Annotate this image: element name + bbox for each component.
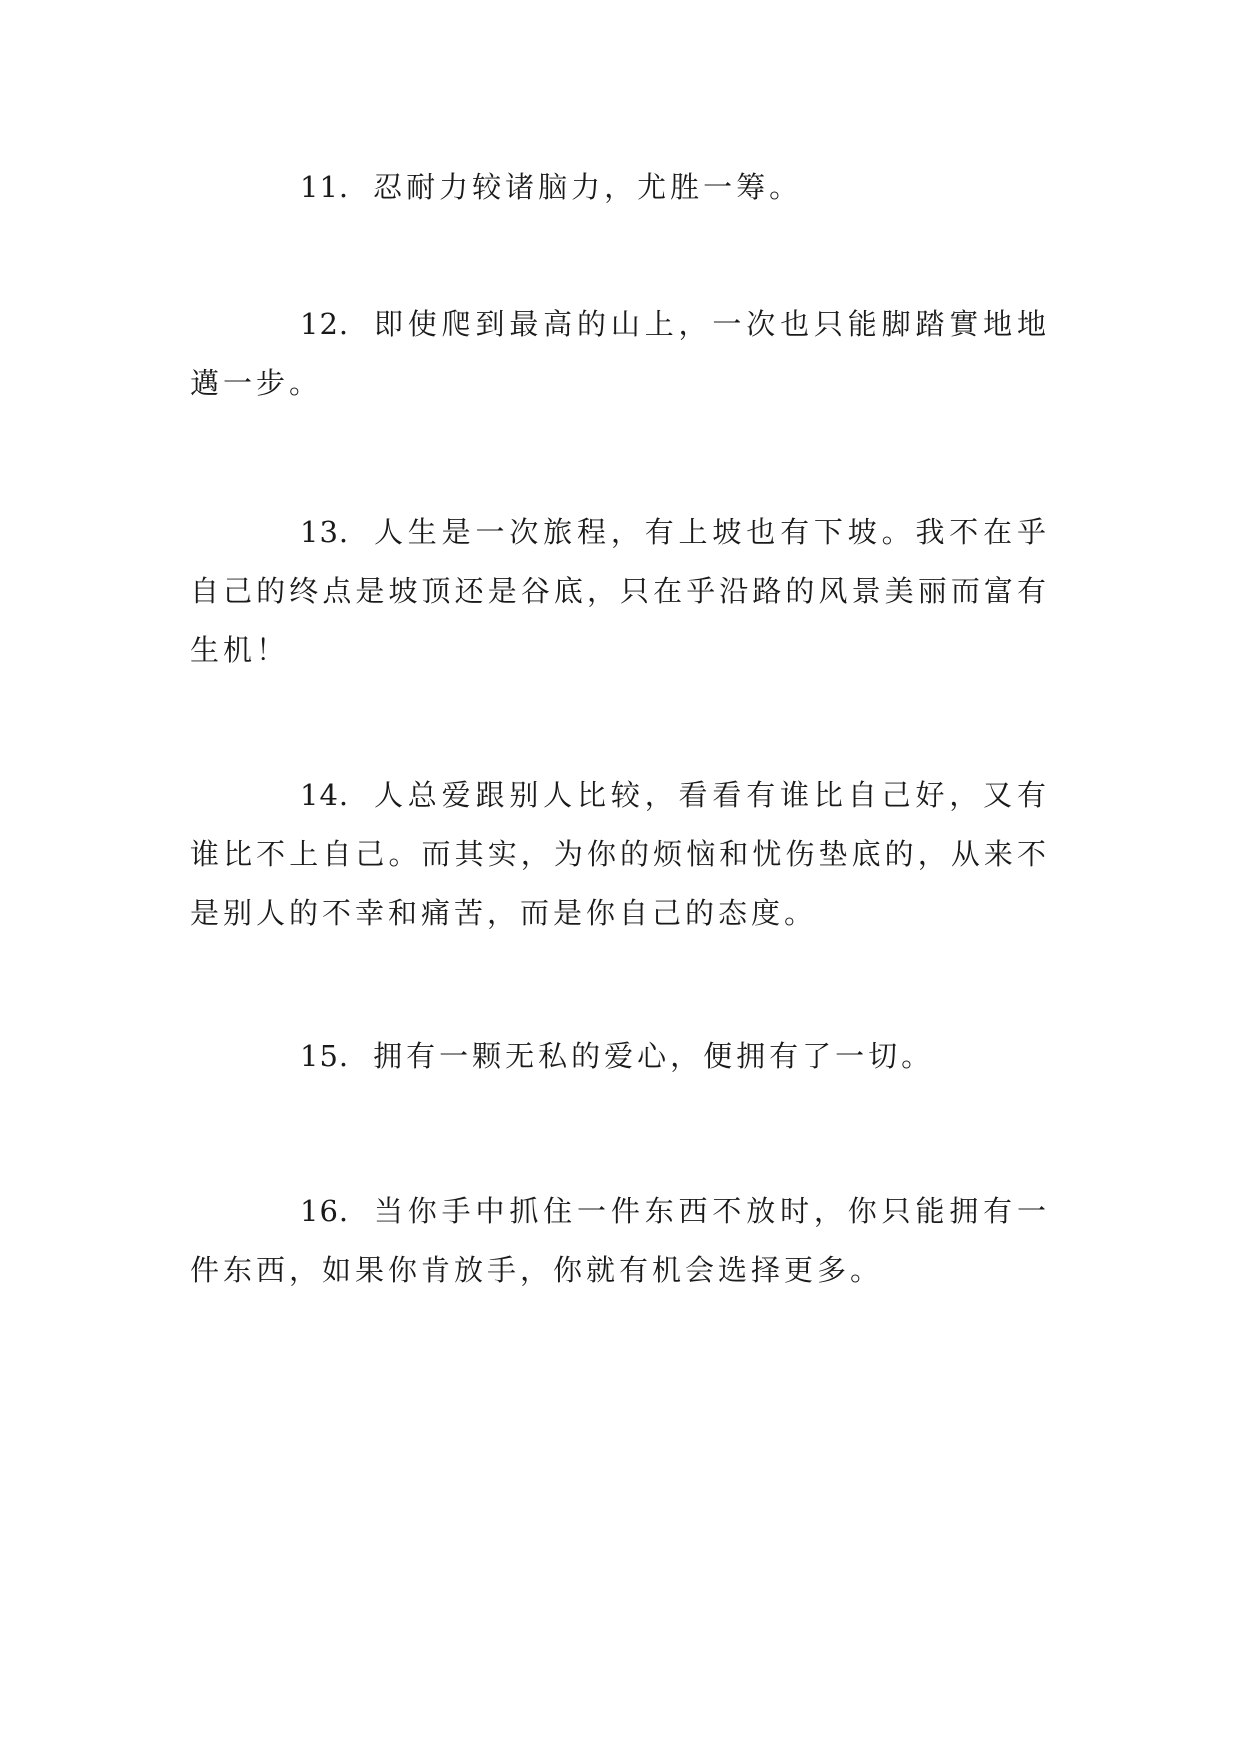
- quote-paragraph: [190, 1027, 1050, 1086]
- quote-text: 当你手中抓住一件东西不放时，你只能拥有一件东西，如果你肯放手，你就有机会选择更多。: [190, 1194, 1050, 1287]
- quote-number: 14.: [300, 778, 350, 812]
- quote-number: 13.: [300, 515, 350, 549]
- quote-text: 人生是一次旅程，有上坡也有下坡。我不在乎自己的终点是坡顶还是谷底，只在乎沿路的风景美丽而富有生机！: [190, 515, 1050, 667]
- quote-paragraph: [190, 158, 1050, 217]
- quote-paragraph: [190, 295, 1050, 413]
- quote-paragraph: [190, 766, 1050, 943]
- quote-text: 拥有一颗无私的爱心，便拥有了一切。: [373, 1039, 935, 1073]
- quote-text: 即使爬到最高的山上，一次也只能脚踏實地地邁一步。: [190, 307, 1050, 400]
- quote-paragraph: [190, 1182, 1050, 1300]
- quote-number: 16.: [300, 1194, 350, 1228]
- quote-number: 15.: [300, 1039, 350, 1073]
- quote-text: 人总爱跟别人比较，看看有谁比自己好，又有谁比不上自己。而其实，为你的烦恼和忧伤垫底的，从来不是别人的不幸和痛苦，而是你自己的态度。: [190, 778, 1050, 930]
- quote-number: 11.: [300, 170, 350, 204]
- quote-text: 忍耐力较诸脑力，尤胜一筹。: [373, 170, 803, 204]
- quote-number: 12.: [300, 307, 350, 341]
- quote-paragraph: [190, 503, 1050, 680]
